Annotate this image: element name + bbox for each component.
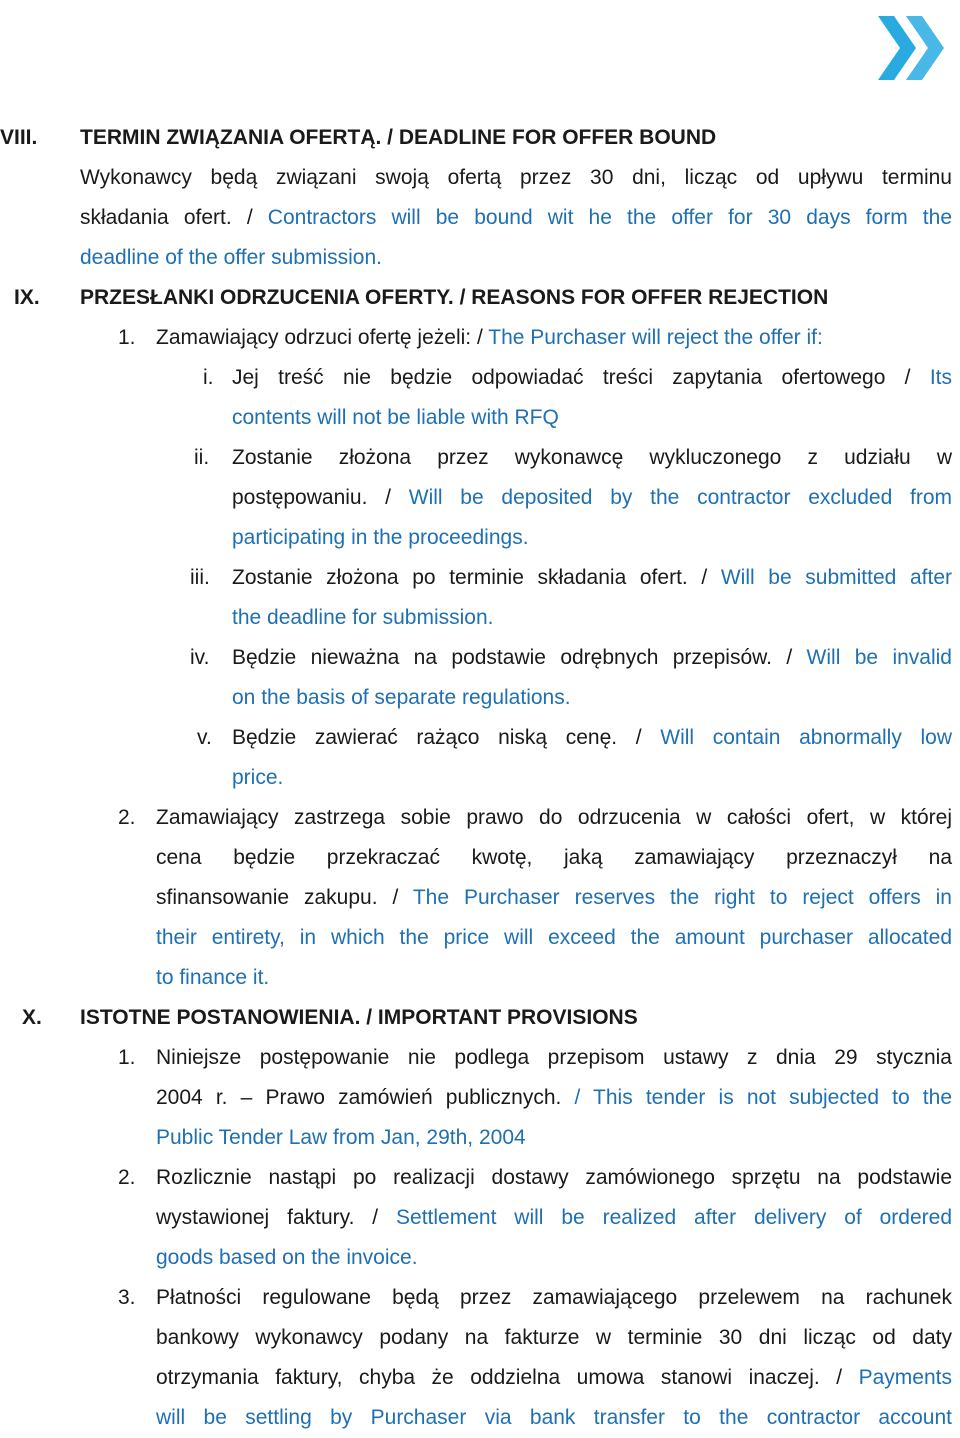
english-text: Public Tender Law from Jan, 29th, 2004 [156,1126,526,1149]
paragraph-line [232,478,952,518]
text-line [0,1358,960,1398]
section-title: PRZESŁANKI ODRZUCENIA OFERTY. / REASONS FOR OFFER REJECTION [80,286,829,309]
item-number: 3. [118,1286,136,1309]
paragraph-line: Wykonawcy będą związani swoją ofertą przez 30 dni, licząc od upływu terminu [80,166,952,189]
section-number: IX. [14,286,40,309]
polish-text: 2004 r. – Prawo zamówień publicznych. [156,1086,575,1109]
polish-text: Będzie zawierać rażąco niską cenę. / [232,726,661,749]
text-line [0,1238,960,1278]
item-number: iv. [190,646,210,669]
list-item [0,438,960,478]
list-item [0,1038,960,1078]
item-number: 2. [118,1166,136,1189]
paragraph-line: Rozlicznie nastąpi po realizacji dostawy zamówionego sprzętu na podstawie [156,1166,952,1189]
polish-text: postępowaniu. / [232,486,409,509]
list-item [0,798,960,838]
paragraph-line [232,638,952,678]
english-text: the deadline for submission. [232,606,494,629]
paragraph-line: Niniejsze postępowanie nie podlega przepisom ustawy z dnia 29 stycznia [156,1046,952,1069]
paragraph-line: will be settling by Purchaser via bank transfer to the contractor account [156,1406,952,1429]
paragraph-line [232,718,952,758]
paragraph-line [232,358,952,398]
text-line [0,758,960,798]
text-line [0,238,960,278]
polish-text: Zostanie złożona po terminie składania ofert. / [232,566,721,589]
text-line [0,598,960,638]
section-title: TERMIN ZWIĄZANIA OFERTĄ. / DEADLINE FOR OFFER BOUND [80,126,717,149]
text-line [0,1398,960,1438]
polish-text: Jej treść nie będzie odpowiadać treści zapytania ofertowego / [232,366,930,389]
english-text: The Purchaser will reject the offer if: [488,326,823,349]
list-item [0,358,960,398]
list-item [0,1278,960,1318]
item-number: ii. [194,446,210,469]
item-number: 1. [118,1046,136,1069]
item-number: iii. [190,566,210,589]
polish-text: wystawionej faktury. / [156,1206,397,1229]
text-line [0,918,960,958]
paragraph-line [232,558,952,598]
english-text: price. [232,766,284,789]
section-x-heading [0,998,960,1038]
english-text: goods based on the invoice. [156,1246,418,1269]
paragraph-line [80,198,952,238]
text-line [0,678,960,718]
english-text: / This tender is not subjected to the [574,1086,952,1109]
polish-text: Zamawiający odrzuci ofertę jeżeli: / [156,326,489,349]
english-text: contents will not be liable with RFQ [232,406,559,429]
section-ix-heading [0,278,960,318]
polish-text: składania ofert. / [80,206,268,229]
paragraph-line: cena będzie przekraczać kwotę, jaką zamawiający przeznaczył na [156,846,952,869]
text-line [0,1318,960,1358]
text-line [0,838,960,878]
paragraph-line [156,1078,952,1118]
polish-text: otrzymania faktury, chyba że oddzielna umowa stanowi inaczej. / [156,1366,859,1389]
item-number: 2. [118,806,136,829]
paragraph-line [156,878,952,918]
list-item [0,1158,960,1198]
section-number: VIII. [0,126,38,149]
english-text: to finance it. [156,966,270,989]
item-number: v. [197,726,212,749]
item-number: 1. [118,326,136,349]
paragraph-line: Zamawiający zastrzega sobie prawo do odrzucenia w całości ofert, w której [156,806,952,829]
paragraph-line [156,1358,952,1398]
paragraph-line: Zostanie złożona przez wykonawcę wykluczonego z udziału w [232,446,952,469]
list-item [0,638,960,678]
paragraph-line [156,1198,952,1238]
text-line [0,478,960,518]
english-text: Will be submitted after [720,566,952,589]
list-item [0,558,960,598]
english-text: Settlement will be realized after delivery of ordered [396,1206,952,1229]
text-line [0,398,960,438]
paragraph-line: Płatności regulowane będą przez zamawiającego przelewem na rachunek [156,1286,952,1309]
text-line [0,158,960,198]
english-text: on the basis of separate regulations. [232,686,571,709]
text-line [0,878,960,918]
text-line [0,958,960,998]
polish-text: sfinansowanie zakupu. / [156,886,413,909]
english-text: Payments [858,1366,952,1389]
double-chevron-logo-icon [876,10,952,86]
english-text: deadline of the offer submission. [80,246,382,269]
item-number: i. [203,366,214,389]
english-text: Will be invalid [806,646,952,669]
list-item [0,318,960,358]
text-line [0,198,960,238]
polish-text: Będzie nieważna na podstawie odrębnych przepisów. / [232,646,807,669]
list-item [0,718,960,758]
document-page [0,118,960,1438]
text-line [0,1198,960,1238]
english-text: The Purchaser reserves the right to reject offers in [412,886,952,909]
english-text: Will be deposited by the contractor excluded from [408,486,952,509]
english-text: Contractors will be bound wit he the offer for 30 days form the [267,206,953,229]
english-text: Will contain abnormally low [660,726,953,749]
text-line [0,518,960,558]
paragraph-line: bankowy wykonawcy podany na fakturze w terminie 30 dni licząc od daty [156,1326,952,1349]
english-text: participating in the proceedings. [232,526,529,549]
section-title: ISTOTNE POSTANOWIENIA. / IMPORTANT PROVISIONS [80,1006,638,1029]
text-line [0,1078,960,1118]
paragraph-line: their entirety, in which the price will exceed the amount purchaser allocated [156,926,952,949]
text-line [0,1118,960,1158]
section-number: X. [22,1006,42,1029]
section-viii-heading [0,118,960,158]
english-text: Its [929,366,952,389]
